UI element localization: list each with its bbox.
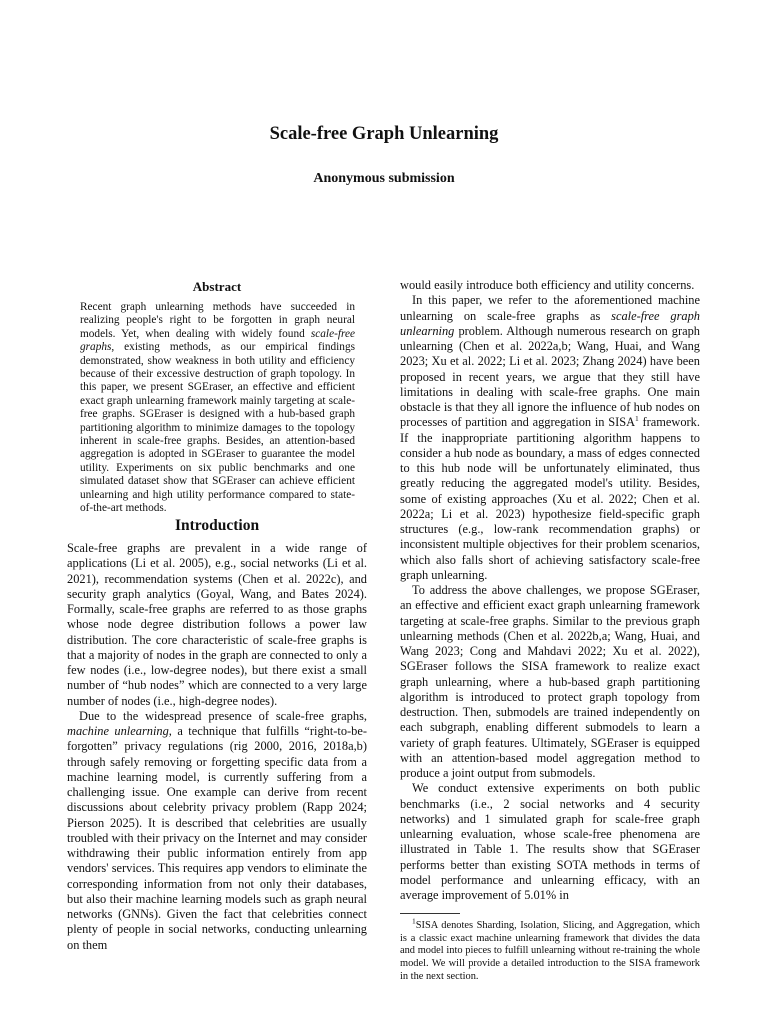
footnote-number: 1 [412, 916, 416, 926]
left-column-body [67, 541, 367, 953]
paragraph-text: , a technique that fulfills “right-to-be-forgotten” privacy regulations (rig 2000, 2016, 2018a,b) through safely removing or forgetting specific data from a machine learning model, is currently suffering from a challenging issue. One example can derive from recent discussions about celebrity privacy problem (Rapp 2024; Pierson 2025). It is described that celebrities are usually troubled with their privacy on the Internet and may consider withdrawing their public information entirely from app vendors' services. This requires app vendors to eliminate the corresponding information from not only their databases, but also their machine learning models such as graph neural networks (GNNs). Given the fact that celebrities connect plenty of people in social networks, conducting unlearning on them [67, 724, 367, 952]
intro-paragraph-1: Scale-free graphs are prevalent in a wide range of applications (Li et al. 2005), e.g., social networks (Li et al. 2021), recommendation systems (Chen et al. 2022c), and security graph analytics (Goyal, Wang, and Bates 2024). Formally, scale-free graphs are referred to as those graphs whose node degree distribution follows a power law distribution. The core characteristic of scale-free graphs is that a majority of nodes in the graph are connected to only a few nodes (i.e., low-degree nodes), but there exist a small number of “hub nodes” which are connected to a very large number of nodes (i.e., high-degree nodes). [67, 541, 367, 708]
footnote-marker: 1 [635, 414, 639, 424]
intro-paragraph-2 [67, 709, 367, 953]
abstract-text [80, 301, 355, 516]
abstract-heading: Abstract [192, 279, 242, 294]
footnote-text: SISA denotes Sharding, Isolation, Slicing, and Aggregation, which is a classic exact machine unlearning framework that divides the data and model into pieces to fulfill unlearning without re-training the whole model. We will provide a detailed introduction to the SISA framework in the next section. [400, 920, 700, 982]
intro-paragraph-5: We conduct extensive experiments on both public benchmarks (i.e., 2 social networks and 4 security networks) and 1 simulated graph for scale-free graph unlearning evaluation, whose scale-free phenomena are illustrated in Table 1. The results show that SGEraser performs better than existing SOTA methods in terms of model performance and unlearning efficacy, with an average improvement of 5.01% in [400, 781, 700, 902]
intro-paragraph-4: To address the above challenges, we propose SGEraser, an effective and efficient exact graph unlearning framework targeting at scale-free graphs. Similar to the previous graph unlearning methods (Chen et al. 2022b,a; Wang, Huai, and Wang 2023; Cong and Mahdavi 2022; Xu et al. 2022), SGEraser follows the SISA framework to realize exact graph unlearning, where a hub-based graph partitioning algorithm is introduced to protect graph topology from destruction. Then, submodels are trained independently on each subgraph, enabling different submodels to learn a variety of graph features. Ultimately, SGEraser is equipped with an attention-based model aggregation method to produce a joint output from submodels. [400, 583, 700, 780]
paper-title: Scale-free Graph Unlearning [269, 124, 499, 144]
paragraph-text: In this paper, we refer to the aforementioned machine unlearning on scale-free graphs as [400, 293, 700, 323]
footnote-rule [400, 913, 460, 914]
intro-paragraph-3 [400, 293, 700, 583]
abstract-emphasis: scale-free graphs [80, 327, 355, 354]
footnote [400, 916, 700, 983]
abstract-text-part: Recent graph unlearning methods have succeeded in realizing people's right to be forgotten in graph neural models. Yet, when dealing with widely found [80, 301, 355, 340]
paragraph-text: framework. If the inappropriate partitioning algorithm happens to consider a hub node as boundary, a mass of edges connected to this hub node will be unfortunately eliminated, thus greatly reducing the aggregated model's utility. Besides, some of existing approaches (Xu et al. 2022; Chen et al. 2022a; Li et al. 2023) hypothesize field-specific graph structures (e.g., low-rank recommendation graphs) or inconsistent multiple objectives for their problem scenarios, which also falls short of achieving satisfactory scale-free graph unlearning. [400, 415, 700, 582]
right-column-body [400, 278, 700, 983]
paragraph-emphasis: machine unlearning [67, 724, 169, 738]
paragraph-text: Due to the widespread presence of scale-free graphs, [79, 708, 367, 723]
paragraph-text: problem. Although numerous research on graph unlearning (Chen et al. 2022a,b; Wang, Huai, and Wang 2023; Xu et al. 2022; Li et al. 2023; Zhang 2024) have been proposed in recent years, we argue that they still have limitations in dealing with scale-free graphs. One main obstacle is that they all ignore the influence of hub nodes on processes of partition and aggregation in SISA [400, 323, 700, 430]
abstract-text-part: , existing methods, as our empirical findings demonstrated, show weakness in both utility and efficiency because of their excessive destruction of graph topology. In this paper, we present SGEraser, an effective and efficient exact graph unlearning framework mainly targeting at scale-free graphs. SGEraser is designed with a hub-based graph partitioning algorithm to minimize damages to the topology inherent in scale-free graphs. Besides, an attention-based aggregation is adopted in SGEraser to guarantee the model utility. Experiments on six public benchmarks and one simulated dataset show that SGEraser can achieve efficient unlearning and high utility performance compared to state-of-the-art methods. [80, 341, 355, 515]
intro-paragraph-2-continued: would easily introduce both efficiency and utility concerns. [400, 278, 695, 292]
author-line: Anonymous submission [313, 171, 455, 186]
paragraph-emphasis: scale-free graph unlearning [400, 308, 700, 338]
introduction-heading: Introduction [174, 517, 260, 534]
